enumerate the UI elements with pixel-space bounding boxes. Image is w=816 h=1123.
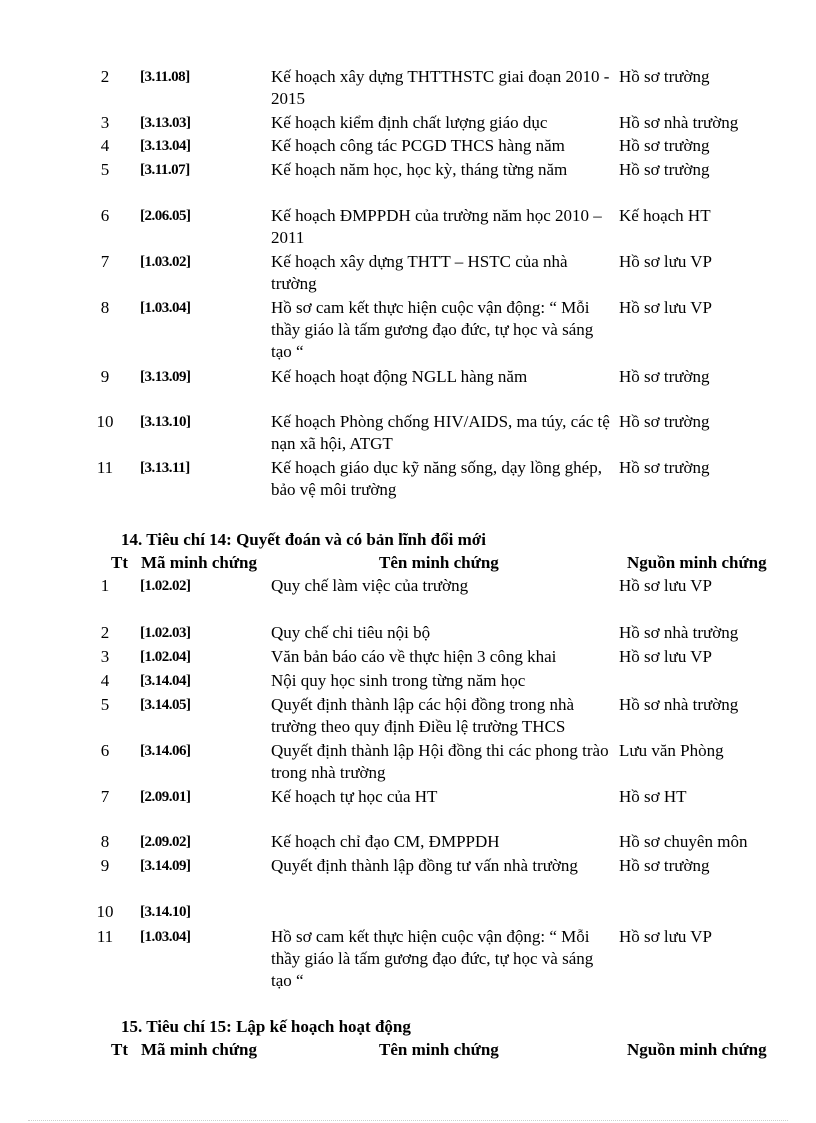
evidence-name: Kế hoạch năm học, học kỳ, tháng từng năm — [271, 160, 568, 179]
evidence-name: Quy chế chi tiêu nội bộ — [271, 623, 431, 642]
evidence-source: Hồ sơ trường — [619, 160, 710, 179]
header-code: Mã minh chứng — [141, 1040, 257, 1059]
evidence-code: [3.14.10] — [140, 904, 191, 920]
evidence-name: Hồ sơ cam kết thực hiện cuộc vận động: “ Mỗi thầy giáo là tấm gương đạo đức, tự học và sáng tạo “ — [271, 927, 594, 990]
evidence-code: [3.14.05] — [140, 697, 191, 713]
evidence-code: [3.13.10] — [140, 414, 191, 430]
evidence-name: Quyết định thành lập các hội đồng trong nhà trường theo quy định Điều lệ trường THCS — [271, 695, 575, 736]
row-number: 2 — [100, 623, 110, 642]
evidence-code: [3.11.08] — [140, 69, 190, 85]
evidence-source: Hồ sơ nhà trường — [619, 113, 739, 132]
evidence-code: [1.03.04] — [140, 300, 191, 316]
evidence-source: Hồ sơ HT — [619, 787, 687, 806]
header-source: Nguồn minh chứng — [627, 1040, 767, 1059]
evidence-name: Kế hoạch chỉ đạo CM, ĐMPPDH — [271, 832, 500, 851]
evidence-source: Kế hoạch HT — [619, 206, 711, 225]
evidence-code: [1.03.04] — [140, 929, 191, 945]
row-number: 3 — [100, 647, 110, 666]
row-number: 10 — [96, 412, 114, 431]
evidence-name: Quyết định thành lập Hội đồng thi các phong trào trong nhà trường — [271, 741, 609, 782]
evidence-name: Kế hoạch kiểm định chất lượng giáo dục — [271, 113, 548, 132]
evidence-code: [1.02.02] — [140, 578, 191, 594]
evidence-name: Kế hoạch xây dựng THTT – HSTC của nhà trường — [271, 252, 568, 293]
evidence-name: Kế hoạch Phòng chống HIV/AIDS, ma túy, các tệ nạn xã hội, ATGT — [271, 412, 610, 453]
section-title: 15. Tiêu chí 15: Lập kế hoạch hoạt động — [121, 1017, 411, 1036]
row-number: 7 — [100, 252, 110, 271]
evidence-source: Hồ sơ trường — [619, 412, 710, 431]
evidence-source: Lưu văn Phòng — [619, 741, 724, 760]
evidence-name: Kế hoạch tự học của HT — [271, 787, 438, 806]
evidence-code: [1.02.03] — [140, 625, 191, 641]
evidence-name: Kế hoạch giáo dục kỹ năng sống, dạy lồng ghép, bảo vệ môi trường — [271, 458, 602, 499]
row-number: 11 — [96, 927, 114, 946]
evidence-code: [2.09.01] — [140, 789, 191, 805]
row-number: 9 — [100, 856, 110, 875]
evidence-source: Hồ sơ nhà trường — [619, 623, 739, 642]
row-number: 5 — [100, 160, 110, 179]
header-source: Nguồn minh chứng — [627, 553, 767, 572]
row-number: 9 — [100, 367, 110, 386]
evidence-source: Hồ sơ trường — [619, 856, 710, 875]
section-title: 14. Tiêu chí 14: Quyết đoán và có bản lĩnh đổi mới — [121, 530, 486, 549]
row-number: 8 — [100, 298, 110, 317]
row-number: 2 — [100, 67, 110, 86]
row-number: 7 — [100, 787, 110, 806]
evidence-code: [3.13.03] — [140, 115, 191, 131]
header-code: Mã minh chứng — [141, 553, 257, 572]
row-number: 6 — [100, 741, 110, 760]
evidence-name: Quy chế làm việc của trường — [271, 576, 469, 595]
evidence-name: Nội quy học sinh trong từng năm học — [271, 671, 526, 690]
row-number: 3 — [100, 113, 110, 132]
evidence-name: Văn bản báo cáo về thực hiện 3 công khai — [271, 647, 557, 666]
evidence-name: Kế hoạch công tác PCGD THCS hàng năm — [271, 136, 565, 155]
evidence-source: Hồ sơ lưu VP — [619, 298, 712, 317]
evidence-name: Quyết định thành lập đồng tư vấn nhà trường — [271, 856, 578, 875]
evidence-code: [2.06.05] — [140, 208, 191, 224]
evidence-source: Hồ sơ trường — [619, 367, 710, 386]
evidence-code: [1.02.04] — [140, 649, 191, 665]
row-number: 11 — [96, 458, 114, 477]
evidence-source: Hồ sơ lưu VP — [619, 647, 712, 666]
row-number: 10 — [96, 902, 114, 921]
header-name: Tên minh chứng — [379, 1040, 499, 1059]
evidence-source: Hồ sơ chuyên môn — [619, 832, 748, 851]
evidence-name: Kế hoạch xây dựng THTTHSTC giai đoạn 2010 - 2015 — [271, 67, 610, 108]
row-number: 4 — [100, 671, 110, 690]
evidence-source: Hồ sơ lưu VP — [619, 927, 712, 946]
evidence-name: Kế hoạch ĐMPPDH của trường năm học 2010 – 2011 — [271, 206, 602, 247]
evidence-name: Kế hoạch hoạt động NGLL hàng năm — [271, 367, 528, 386]
evidence-code: [3.14.06] — [140, 743, 191, 759]
row-number: 5 — [100, 695, 110, 714]
evidence-source: Hồ sơ trường — [619, 458, 710, 477]
evidence-code: [3.14.04] — [140, 673, 191, 689]
evidence-source: Hồ sơ trường — [619, 136, 710, 155]
evidence-code: [3.14.09] — [140, 858, 191, 874]
evidence-code: [1.03.02] — [140, 254, 191, 270]
row-number: 6 — [100, 206, 110, 225]
header-tt: Tt — [111, 553, 128, 572]
row-number: 8 — [100, 832, 110, 851]
row-number: 4 — [100, 136, 110, 155]
evidence-code: [3.13.11] — [140, 460, 190, 476]
header-tt: Tt — [111, 1040, 128, 1059]
evidence-code: [3.11.07] — [140, 162, 190, 178]
evidence-code: [3.13.04] — [140, 138, 191, 154]
evidence-source: Hồ sơ nhà trường — [619, 695, 739, 714]
evidence-source: Hồ sơ lưu VP — [619, 252, 712, 271]
header-name: Tên minh chứng — [379, 553, 499, 572]
page-bottom-divider — [28, 1120, 788, 1121]
evidence-code: [3.13.09] — [140, 369, 191, 385]
row-number: 1 — [100, 576, 110, 595]
evidence-source: Hồ sơ trường — [619, 67, 710, 86]
evidence-code: [2.09.02] — [140, 834, 191, 850]
evidence-source: Hồ sơ lưu VP — [619, 576, 712, 595]
evidence-name: Hồ sơ cam kết thực hiện cuộc vận động: “ Mỗi thầy giáo là tấm gương đạo đức, tự học và sáng tạo “ — [271, 298, 594, 361]
